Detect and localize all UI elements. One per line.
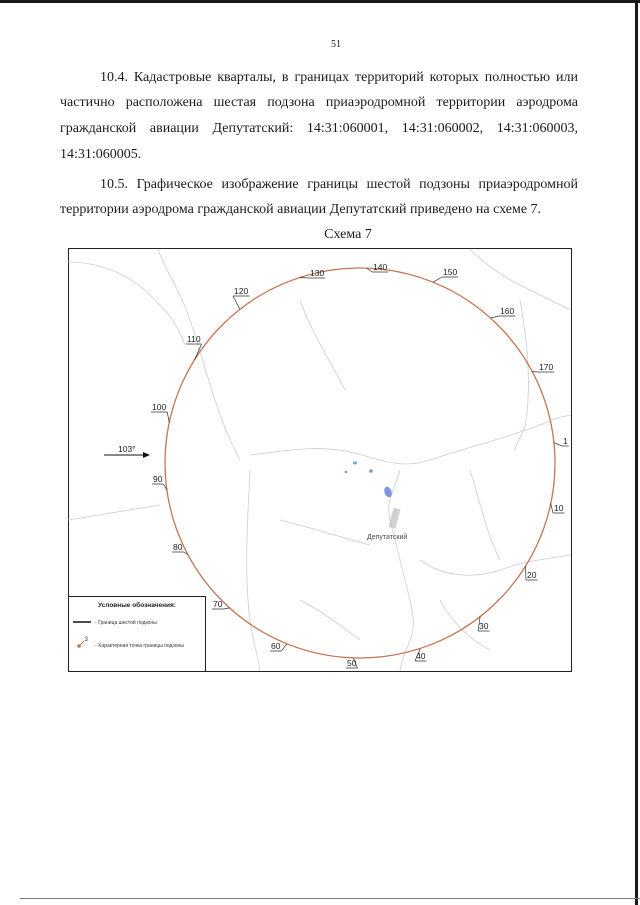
scan-edge-right (635, 0, 638, 905)
legend-point-text: - Характерная точка границы подзоны (95, 643, 184, 649)
lake-shape (353, 462, 357, 465)
azimuth-label: 103° (118, 444, 136, 454)
boundary-point-label: 150 (443, 267, 458, 277)
legend-title: Условные обозначения: (98, 602, 176, 609)
legend-boundary-text: - Граница шестой подзоны (95, 620, 157, 626)
lake-shape (345, 471, 348, 473)
legend-point-sample (77, 644, 81, 648)
boundary-point-label: 70 (213, 599, 223, 609)
scheme-7-map (68, 248, 572, 672)
paragraph-line: гражданской авиации Депутатский: 14:31:060001, 14:31:060002, 14:31:060003, (60, 121, 578, 136)
boundary-point-label: 160 (500, 306, 515, 316)
scan-edge-top (0, 0, 640, 3)
boundary-point-label: 90 (153, 474, 163, 484)
boundary-point-label: 170 (539, 362, 554, 372)
paragraph-line: территории аэродрома гражданской авиации Депутатский приведено на схеме 7. (60, 202, 542, 217)
scheme-caption: Схема 7 (324, 227, 372, 242)
boundary-point-label: 140 (373, 262, 388, 272)
paragraph-line: 10.5. Графическое изображение границы шестой подзоны приаэродромной (100, 177, 578, 192)
paragraph-line: 10.4. Кадастровые кварталы, в границах территорий которых полностью или (100, 70, 578, 85)
paragraph-line: частично расположена шестая подзона приаэродромной территории аэродрома (60, 95, 578, 110)
settlement-label: Депутатский (367, 534, 408, 541)
boundary-point-label: 10 (554, 503, 564, 513)
scan-edge-bottom (20, 898, 640, 899)
boundary-point-label: 100 (152, 402, 167, 412)
legend (69, 597, 206, 672)
boundary-point-marker (346, 658, 357, 668)
lake-shape (369, 469, 373, 473)
boundary-point-label: 20 (527, 570, 537, 580)
boundary-point-label: 30 (479, 621, 489, 631)
boundary-point-label: 1 (563, 436, 568, 446)
boundary-point-label: 50 (347, 658, 357, 668)
paragraph-line: 14:31:060005. (60, 147, 142, 162)
legend-point-number: 3 (84, 637, 88, 643)
boundary-point-marker (415, 649, 426, 662)
boundary-point-label: 120 (234, 286, 249, 296)
boundary-point-label: 40 (416, 651, 426, 661)
boundary-point-label: 130 (310, 268, 325, 278)
page-number: 51 (331, 39, 341, 50)
boundary-point-label: 110 (187, 334, 201, 344)
boundary-point-label: 80 (173, 542, 183, 552)
boundary-point-label: 60 (271, 641, 281, 651)
